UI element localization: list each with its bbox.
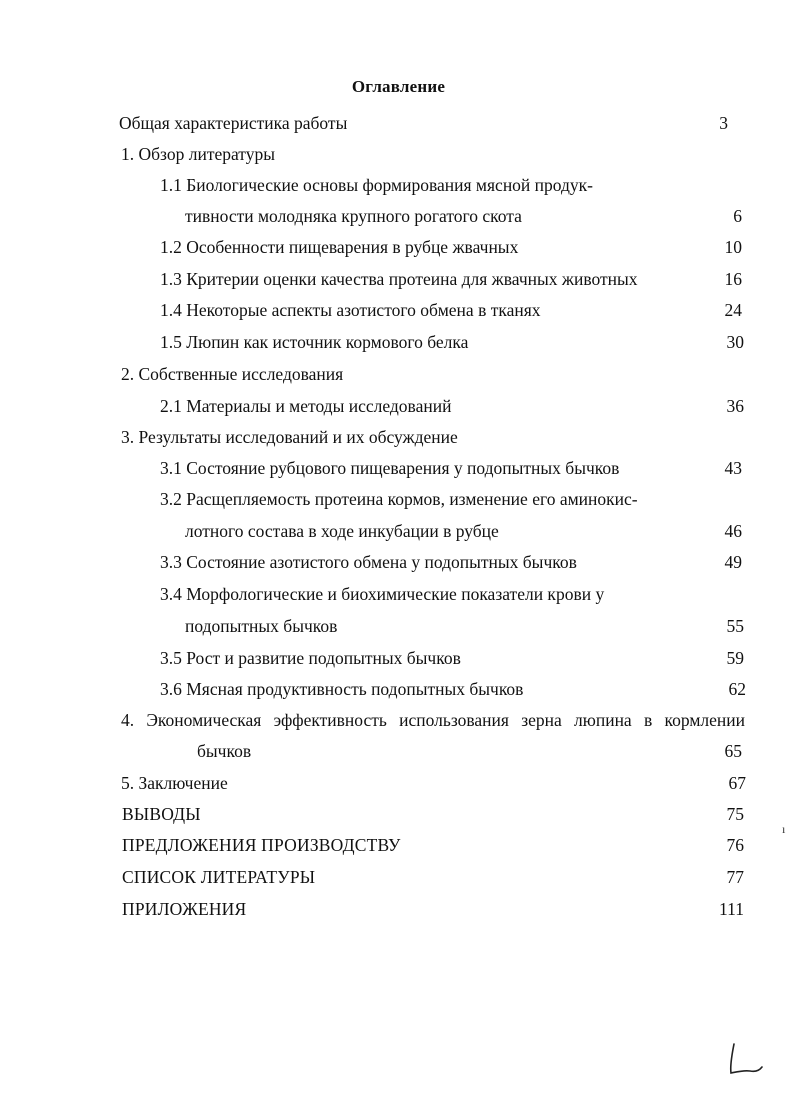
scan-speck: ı — [782, 822, 786, 836]
toc-entry-1-4: 1.4 Некоторые аспекты азотистого обмена в тканях — [160, 300, 541, 320]
toc-page-number: 75 — [726, 804, 744, 824]
toc-entry-3-1: 3.1 Состояние рубцового пищеварения у подопытных бычков — [160, 458, 620, 478]
toc-entry-proposals: ПРЕДЛОЖЕНИЯ ПРОИЗВОДСТВУ — [122, 835, 401, 855]
toc-entry-1-1-b: тивности молодняка крупного рогатого скота — [185, 206, 522, 226]
toc-entry-1-3: 1.3 Критерии оценки качества протеина для жвачных животных — [160, 269, 638, 289]
toc-entry-3-2-a: 3.2 Расщепляемость протеина кормов, изменение его аминокис- — [160, 489, 638, 509]
toc-entry-3-4-b: подопытных бычков — [185, 616, 338, 636]
toc-entry-3-5: 3.5 Рост и развитие подопытных бычков — [160, 648, 461, 668]
toc-page-number: 16 — [724, 269, 742, 289]
toc-entry-1-2: 1.2 Особенности пищеварения в рубце жвачных — [160, 237, 519, 257]
toc-entry-general: Общая характеристика работы — [119, 113, 348, 133]
toc-entry-3-3: 3.3 Состояние азотистого обмена у подопытных бычков — [160, 552, 577, 572]
toc-entry-3-2-b: лотного состава в ходе инкубации в рубце — [185, 521, 499, 541]
toc-entry-references: СПИСОК ЛИТЕРАТУРЫ — [122, 867, 316, 887]
toc-entry-ch4-b: бычков — [197, 741, 252, 761]
toc-page-number: 111 — [719, 899, 744, 919]
toc-entry-ch4-a: 4. Экономическая эффективность использования зерна люпина в кормлении — [121, 710, 745, 730]
toc-entry-appendices: ПРИЛОЖЕНИЯ — [122, 899, 247, 919]
toc-entry-ch5: 5. Заключение — [121, 773, 228, 793]
toc-page-number: 10 — [724, 237, 742, 257]
toc-entry-ch3: 3. Результаты исследований и их обсуждение — [121, 427, 458, 447]
toc-page-number: 76 — [726, 835, 744, 855]
toc-page-number: 59 — [726, 648, 744, 668]
toc-page-number: 46 — [724, 521, 742, 541]
toc-page-number: 49 — [724, 552, 742, 572]
toc-page-number: 6 — [733, 206, 742, 226]
toc-entry-ch2: 2. Собственные исследования — [121, 364, 344, 384]
toc-title: Оглавление — [351, 77, 446, 96]
handwritten-mark-icon — [722, 1040, 772, 1080]
toc-page-number: 30 — [726, 332, 744, 352]
toc-entry-1-1-a: 1.1 Биологические основы формирования мясной продук- — [160, 175, 594, 195]
toc-page-number: 62 — [728, 679, 746, 699]
toc-entry-conclusions: ВЫВОДЫ — [122, 804, 201, 824]
toc-page-number: 43 — [724, 458, 742, 478]
toc-page-number: 36 — [726, 396, 744, 416]
toc-page-number: 77 — [726, 867, 744, 887]
toc-page-number: 24 — [724, 300, 742, 320]
toc-entry-3-6: 3.6 Мясная продуктивность подопытных бычков — [160, 679, 524, 699]
toc-page-number: 67 — [728, 773, 746, 793]
toc-entry-ch1: 1. Обзор литературы — [121, 144, 275, 164]
toc-page-number: 65 — [724, 741, 742, 761]
toc-page-number: 3 — [719, 113, 728, 133]
toc-page-number: 55 — [726, 616, 744, 636]
toc-entry-3-4-a: 3.4 Морфологические и биохимические показатели крови у — [160, 584, 605, 604]
toc-entry-1-5: 1.5 Люпин как источник кормового белка — [160, 332, 469, 352]
toc-entry-2-1: 2.1 Материалы и методы исследований — [160, 396, 452, 416]
